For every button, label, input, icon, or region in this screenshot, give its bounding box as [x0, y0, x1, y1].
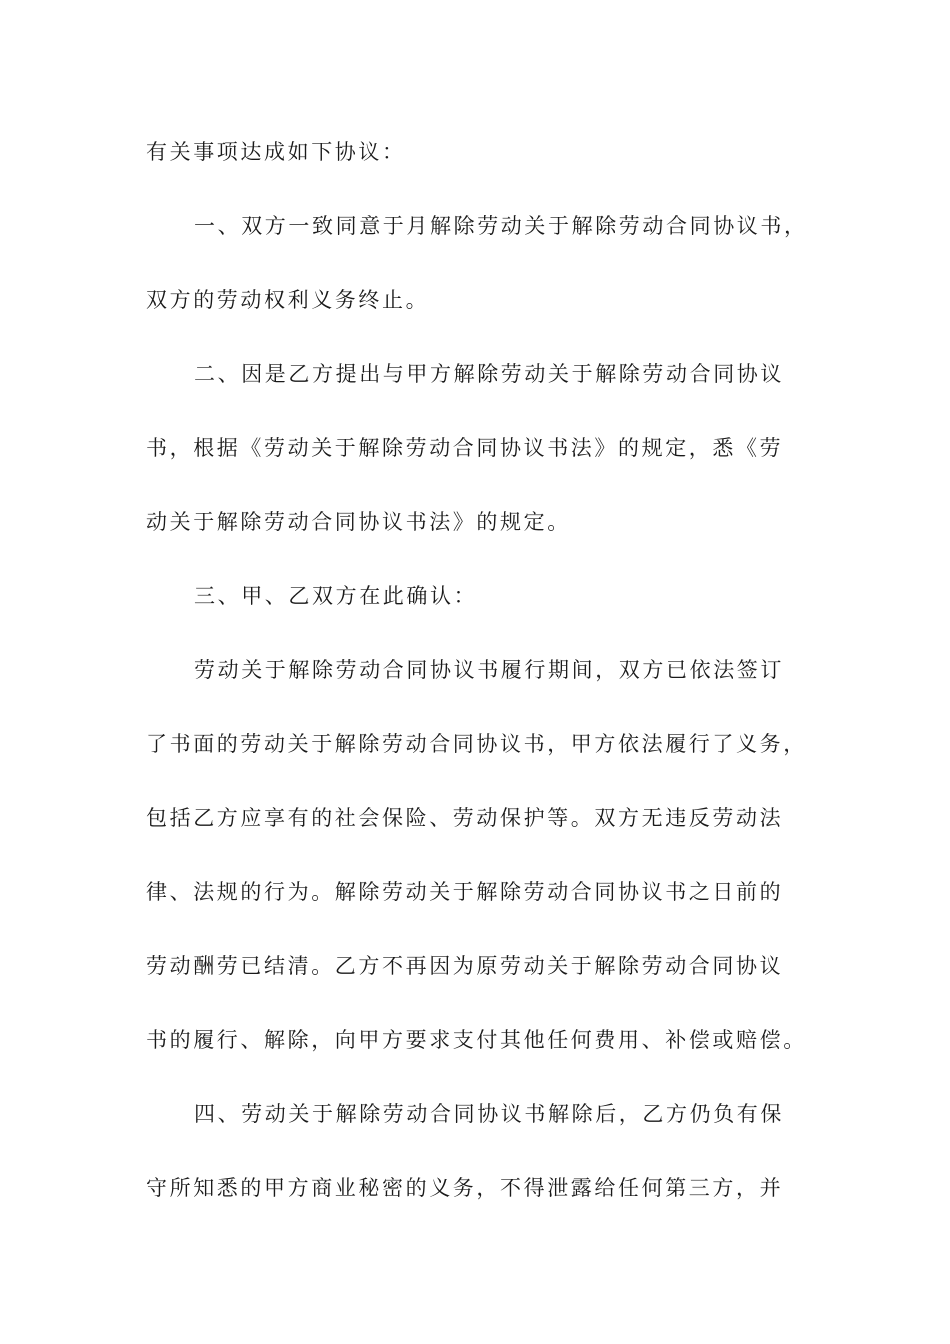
text-line-7: 三、甲、乙双方在此确认：	[194, 584, 478, 608]
text-line-3: 双方的劳动权利义务终止。	[146, 288, 430, 312]
text-line-15: 守所知悉的甲方商业秘密的义务，不得泄露给任何第三方，并	[146, 1176, 784, 1200]
text-line-8: 劳动关于解除劳动合同协议书履行期间，双方已依法签订	[194, 658, 784, 682]
text-line-5: 书，根据《劳动关于解除劳动合同协议书法》的规定，悉《劳	[146, 436, 784, 460]
text-line-10: 包括乙方应享有的社会保险、劳动保护等。双方无违反劳动法	[146, 806, 784, 830]
text-line-11: 律、法规的行为。解除劳动关于解除劳动合同协议书之日前的	[146, 880, 784, 904]
document-body	[146, 128, 816, 1238]
text-line-14: 四、劳动关于解除劳动合同协议书解除后，乙方仍负有保	[194, 1102, 784, 1126]
text-line-12: 劳动酬劳已结清。乙方不再因为原劳动关于解除劳动合同协议	[146, 954, 784, 978]
text-line-13: 书的履行、解除，向甲方要求支付其他任何费用、补偿或赔偿。	[146, 1028, 807, 1052]
text-line-1: 有关事项达成如下协议：	[146, 140, 406, 164]
text-line-9: 了书面的劳动关于解除劳动合同协议书，甲方依法履行了义务，	[146, 732, 807, 756]
text-line-6: 动关于解除劳动合同协议书法》的规定。	[146, 510, 571, 534]
text-line-2: 一、双方一致同意于月解除劳动关于解除劳动合同协议书，	[194, 214, 808, 238]
text-line-4: 二、因是乙方提出与甲方解除劳动关于解除劳动合同协议	[194, 362, 784, 386]
